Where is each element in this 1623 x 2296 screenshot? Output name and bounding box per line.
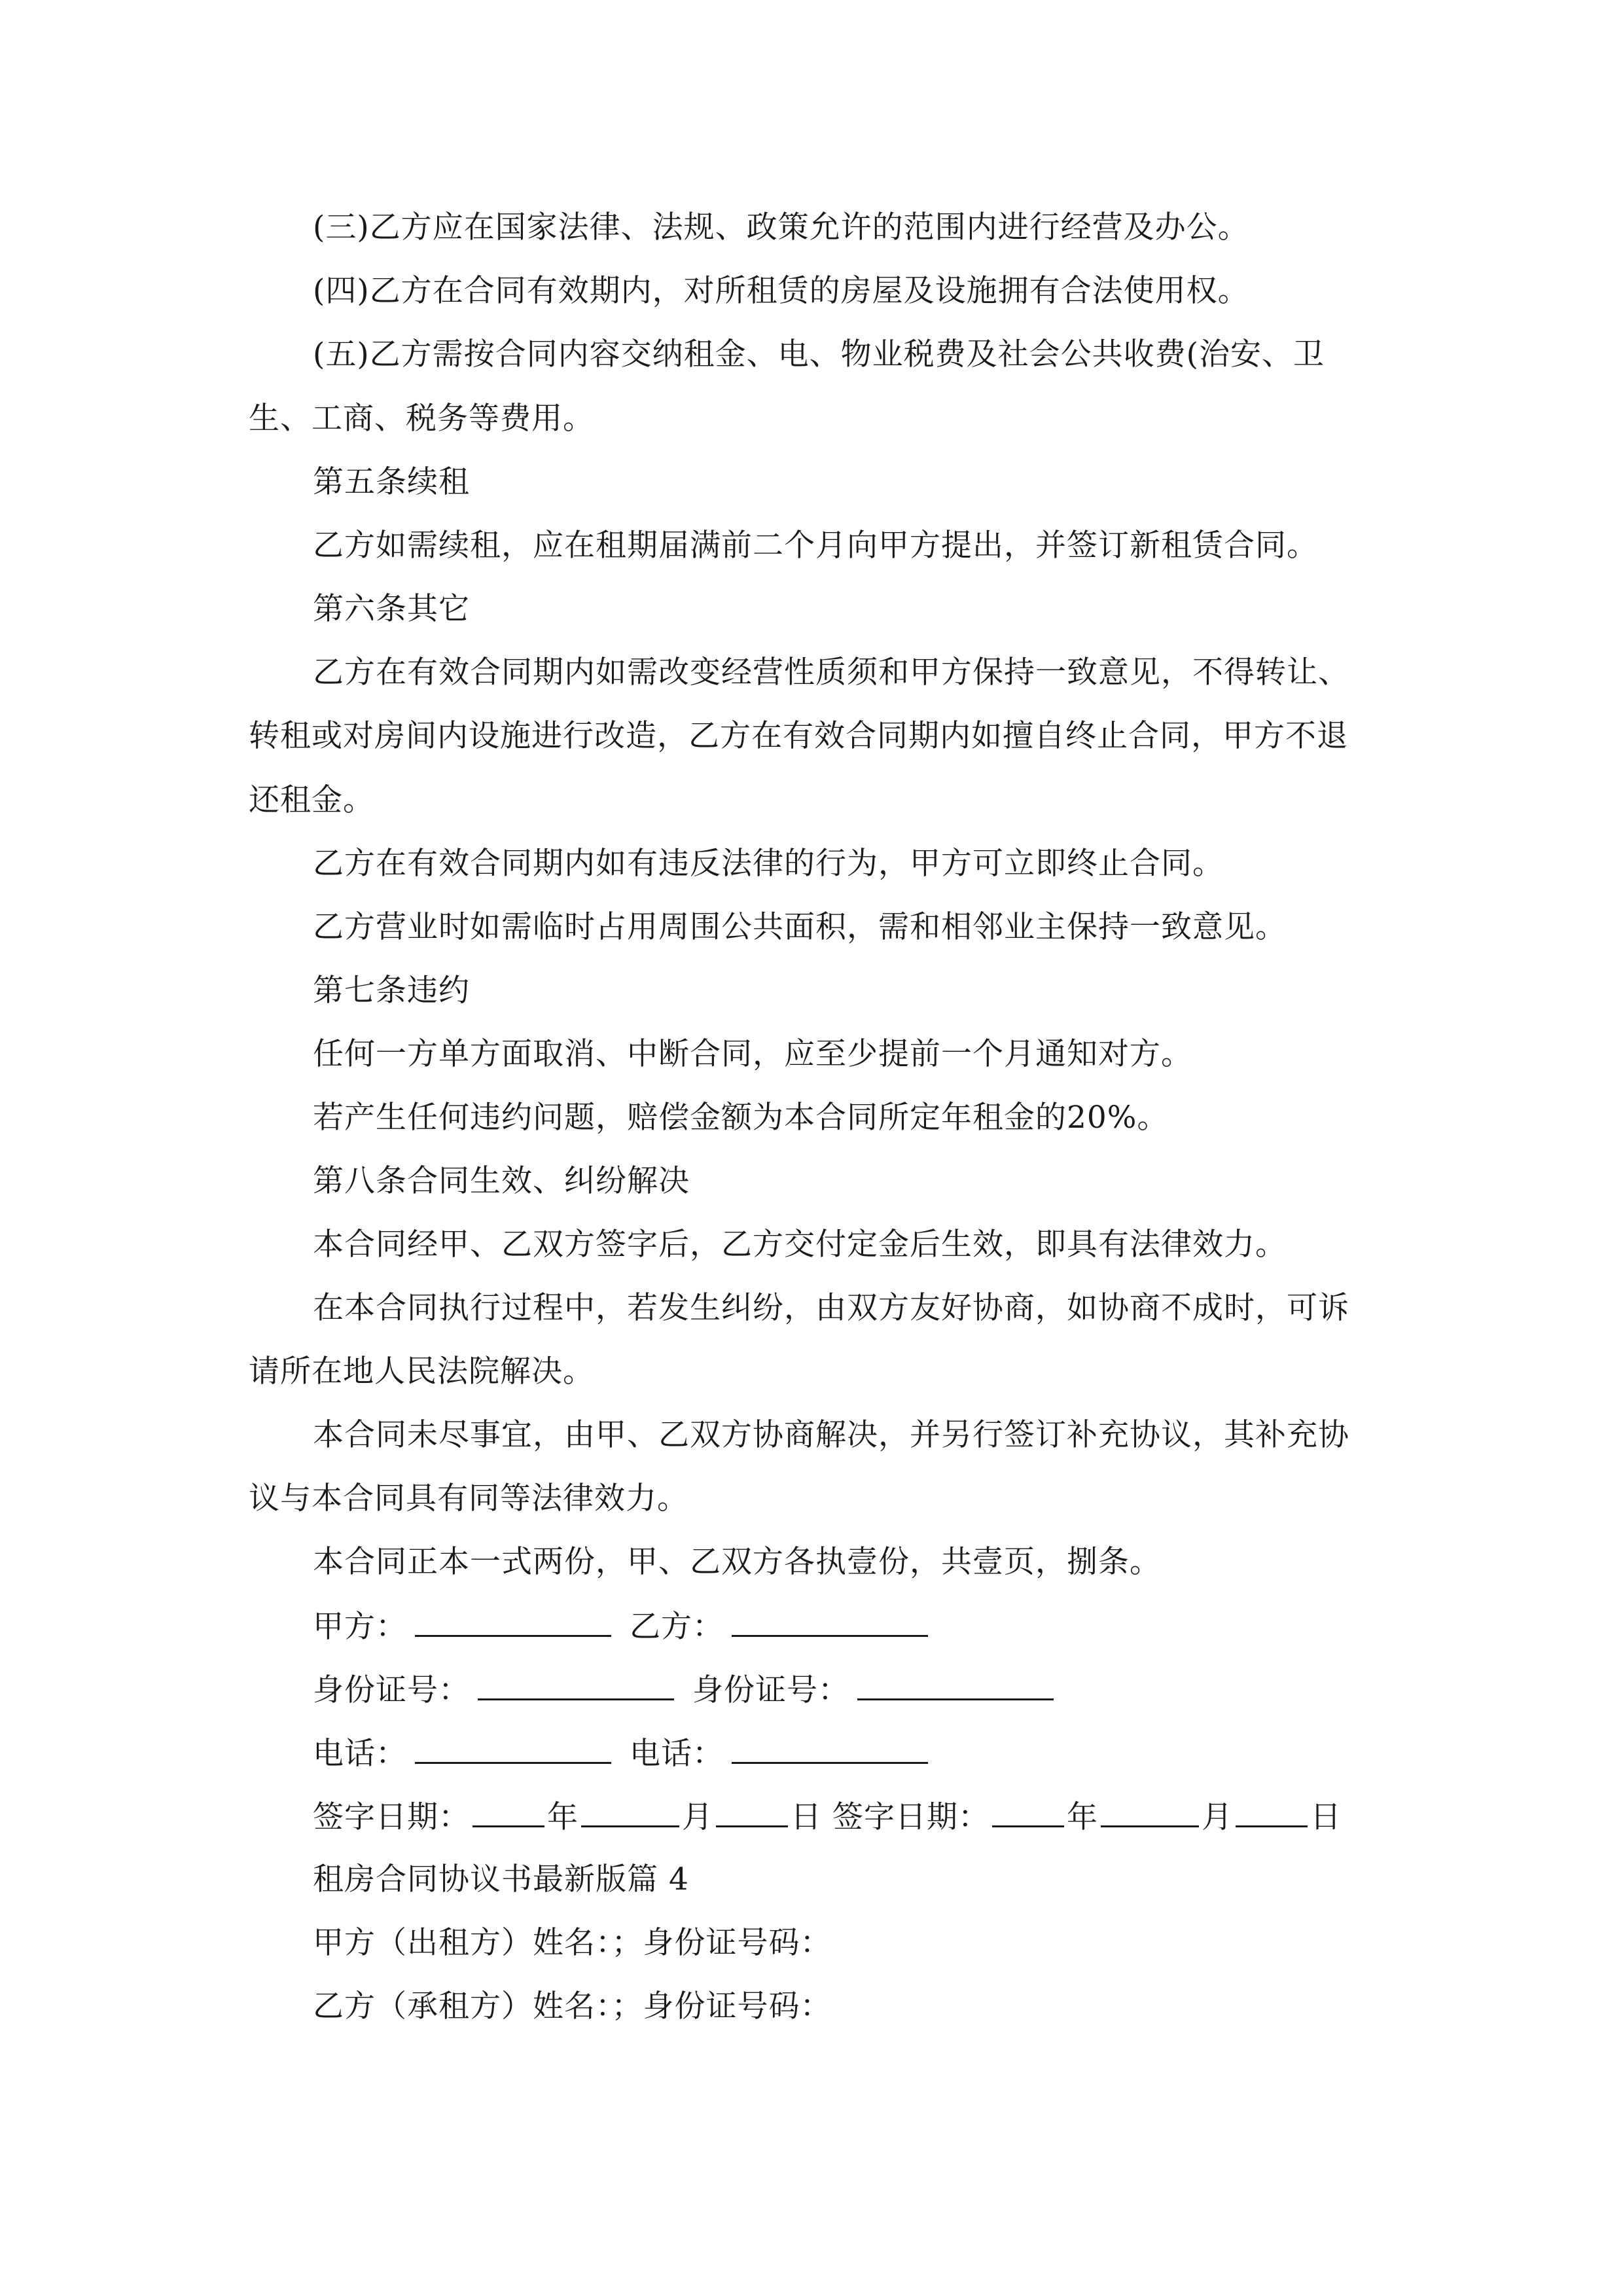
clause-6-para-1-line-2: 转租或对房间内设施进行改造，乙方在有效合同期内如擅自终止合同，甲方不退 (249, 718, 1348, 754)
date-b-month: 月 (1201, 1799, 1233, 1835)
date-b-label: 签字日期： (832, 1799, 990, 1835)
date-a-month-blank (581, 1797, 679, 1827)
section-4-title: 租房合同协议书最新版篇 4 (313, 1861, 689, 1897)
signature-party-row (313, 1606, 936, 1645)
date-a-year: 年 (547, 1799, 579, 1835)
date-a-year-blank (473, 1797, 544, 1827)
id-b-label: 身份证号： (692, 1672, 849, 1708)
signature-id-row (313, 1670, 1061, 1709)
date-a-day: 日 (791, 1799, 822, 1835)
clause-8-para-1: 本合同经甲、乙双方签字后，乙方交付定金后生效，即具有法律效力。 (313, 1227, 1287, 1263)
clause-8-para-2-line-1: 在本合同执行过程中，若发生纠纷，由双方友好协商，如协商不成时，可诉 (313, 1290, 1349, 1326)
date-b-day-blank (1236, 1797, 1308, 1827)
clause-8-para-4: 本合同正本一式两份，甲、乙双方各执壹份，共壹页，捌条。 (313, 1544, 1161, 1580)
clause-6-para-3: 乙方营业时如需临时占用周围公共面积，需和相邻业主保持一致意见。 (313, 909, 1287, 945)
lessee-info-line: 乙方（承租方）姓名：；身份证号码： (313, 1988, 832, 2024)
clause-6-para-1-line-3: 还租金。 (249, 782, 374, 818)
party-a-blank (415, 1606, 611, 1637)
date-a-label: 签字日期： (313, 1799, 470, 1835)
date-a-month: 月 (682, 1799, 713, 1835)
clause-6-para-2: 乙方在有效合同期内如有违反法律的行为，甲方可立即终止合同。 (313, 846, 1224, 882)
phone-b-label: 电话： (629, 1736, 724, 1772)
clause-7-para-1: 任何一方单方面取消、中断合同，应至少提前一个月通知对方。 (313, 1036, 1192, 1072)
party-b-label: 乙方： (629, 1609, 724, 1645)
clause-4-item-5-line-2: 生、工商、税务等费用。 (249, 401, 594, 437)
phone-b-blank (732, 1733, 928, 1764)
party-a-label: 甲方： (313, 1609, 407, 1645)
id-a-label: 身份证号： (313, 1672, 470, 1708)
clause-8-para-3-line-1: 本合同未尽事宜，由甲、乙双方协商解决，并另行签订补充协议，其补充协 (313, 1417, 1349, 1453)
clause-5-heading: 第五条续租 (313, 464, 470, 500)
id-b-blank (857, 1670, 1054, 1700)
date-b-year-blank (992, 1797, 1064, 1827)
clause-4-item-5-line-1: (五)乙方需按合同内容交纳租金、电、物业税费及社会公共收费(治安、卫 (313, 336, 1325, 372)
party-b-blank (732, 1606, 928, 1637)
clause-8-para-2-line-2: 请所在地人民法院解决。 (249, 1354, 594, 1390)
date-b-day: 日 (1310, 1799, 1342, 1835)
clause-6-heading: 第六条其它 (313, 591, 470, 627)
clause-4-item-3: (三)乙方应在国家法律、法规、政策允许的范围内进行经营及办公。 (313, 209, 1249, 245)
clause-8-para-3-line-2: 议与本合同具有同等法律效力。 (249, 1480, 688, 1516)
lessor-info-line: 甲方（出租方）姓名：；身份证号码： (313, 1925, 832, 1961)
phone-a-blank (415, 1733, 611, 1764)
phone-a-label: 电话： (313, 1736, 407, 1772)
id-a-blank (478, 1670, 674, 1700)
signature-phone-row (313, 1733, 936, 1772)
clause-7-para-2: 若产生任何违约问题，赔偿金额为本合同所定年租金的20%。 (313, 1100, 1169, 1136)
clause-7-heading: 第七条违约 (313, 973, 470, 1009)
clause-4-item-4: (四)乙方在合同有效期内，对所租赁的房屋及设施拥有合法使用权。 (313, 273, 1249, 309)
clause-6-para-1-line-1: 乙方在有效合同期内如需改变经营性质须和甲方保持一致意见，不得转让、 (313, 655, 1349, 691)
date-b-year: 年 (1066, 1799, 1098, 1835)
date-a-day-blank (716, 1797, 788, 1827)
clause-8-heading: 第八条合同生效、纠纷解决 (313, 1163, 690, 1199)
clause-5-text: 乙方如需续租，应在租期届满前二个月向甲方提出，并签订新租赁合同。 (313, 528, 1318, 564)
signature-date-row (313, 1797, 1342, 1836)
date-b-month-blank (1101, 1797, 1199, 1827)
